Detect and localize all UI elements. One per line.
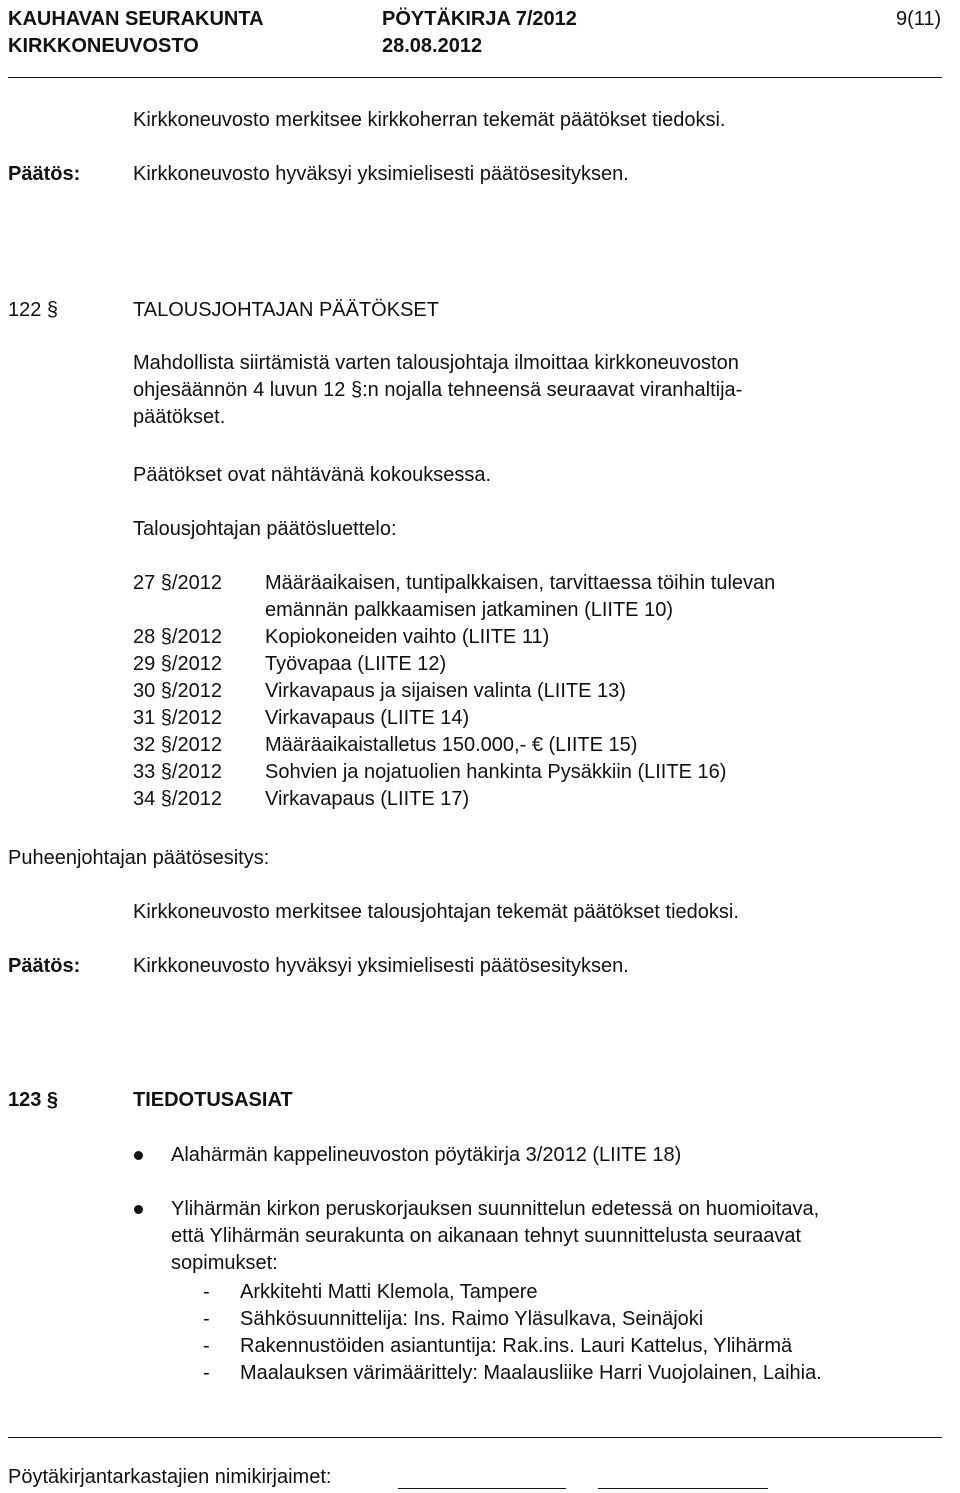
header-body: KIRKKONEUVOSTO xyxy=(8,35,199,57)
section-123-title: TIEDOTUSASIAT xyxy=(133,1089,293,1111)
bullet-icon xyxy=(134,1151,143,1160)
decision-title: Kopiokoneiden vaihto (LIITE 11) xyxy=(265,626,550,648)
proposal-label: Puheenjohtajan päätösesitys: xyxy=(8,847,270,869)
signature-line-2[interactable] xyxy=(598,1488,768,1489)
bullet-item-line: että Ylihärmän seurakunta on aikanaan tehnyt suunnittelusta seuraavat xyxy=(171,1225,802,1247)
bullet-item-line: Ylihärmän kirkon peruskorjauksen suunnittelun edetessä on huomioitava, xyxy=(171,1198,820,1220)
decision-number: 32 §/2012 xyxy=(133,734,222,756)
decision-title: Virkavapaus (LIITE 14) xyxy=(265,707,470,729)
availability-note: Päätökset ovat nähtävänä kokouksessa. xyxy=(133,464,492,486)
decision-text: Kirkkoneuvosto hyväksyi yksimielisesti päätösesityksen. xyxy=(133,955,629,977)
decision-title-line: emännän palkkaamisen jatkaminen (LIITE 10) xyxy=(265,599,673,621)
intro-line: ohjesäännön 4 luvun 12 §:n nojalla tehneensä seuraavat viranhaltija- xyxy=(133,379,743,401)
bullet-icon xyxy=(134,1205,143,1214)
decision-label: Päätös: xyxy=(8,163,81,185)
decision-number: 33 §/2012 xyxy=(133,761,222,783)
intro-line: päätökset. xyxy=(133,406,226,428)
bullet-item-text: Alahärmän kappelineuvoston pöytäkirja 3/2012 (LIITE 18) xyxy=(171,1144,682,1166)
dash-marker: - xyxy=(203,1362,210,1384)
section-122-title: TALOUSJOHTAJAN PÄÄTÖKSET xyxy=(133,299,439,321)
dash-marker: - xyxy=(203,1308,210,1330)
header-date: 28.08.2012 xyxy=(382,35,483,57)
header-page-number: 9(11) xyxy=(896,8,942,30)
contract-text: Sähkösuunnittelija: Ins. Raimo Yläsulkava, Seinäjoki xyxy=(240,1308,704,1330)
section-122-intro xyxy=(133,350,873,431)
decision-title: Työvapaa (LIITE 12) xyxy=(265,653,447,675)
kirkkoherra-note: Kirkkoneuvosto merkitsee kirkkoherran tekemät päätökset tiedoksi. xyxy=(133,109,726,131)
intro-line: Mahdollista siirtämistä varten talousjohtaja ilmoittaa kirkkoneuvoston xyxy=(133,352,739,374)
contract-text: Rakennustöiden asiantuntija: Rak.ins. Lauri Kattelus, Ylihärmä xyxy=(240,1335,793,1357)
proposal-text: Kirkkoneuvosto merkitsee talousjohtajan tekemät päätökset tiedoksi. xyxy=(133,901,739,923)
contract-text: Maalauksen värimäärittely: Maalausliike Harri Vuojolainen, Laihia. xyxy=(240,1362,822,1384)
contract-text: Arkkitehti Matti Klemola, Tampere xyxy=(240,1281,538,1303)
section-122-number: 122 § xyxy=(8,299,59,321)
decision-number: 28 §/2012 xyxy=(133,626,222,648)
section-123-number: 123 § xyxy=(8,1089,59,1111)
decision-title xyxy=(265,570,865,624)
dash-marker: - xyxy=(203,1335,210,1357)
footer-initials-label: Pöytäkirjantarkastajien nimikirjaimet: xyxy=(8,1466,332,1488)
bullet-item xyxy=(171,1196,819,1277)
decision-title: Virkavapaus (LIITE 17) xyxy=(265,788,470,810)
decision-number: 27 §/2012 xyxy=(133,572,222,594)
decision-title-line: Määräaikaisen, tuntipalkkaisen, tarvittaessa töihin tulevan xyxy=(265,572,776,594)
bullet-item-line: sopimukset: xyxy=(171,1252,278,1274)
decision-list-heading: Talousjohtajan päätösluettelo: xyxy=(133,518,397,540)
decision-title: Sohvien ja nojatuolien hankinta Pysäkkiin (LIITE 16) xyxy=(265,761,727,783)
decision-text: Kirkkoneuvosto hyväksyi yksimielisesti päätösesityksen. xyxy=(133,163,629,185)
footer-rule xyxy=(8,1437,942,1438)
header-document-title: PÖYTÄKIRJA 7/2012 xyxy=(382,8,577,30)
signature-line-1[interactable] xyxy=(398,1488,566,1489)
decision-title: Määräaikaistalletus 150.000,- € (LIITE 15) xyxy=(265,734,638,756)
decision-title: Virkavapaus ja sijaisen valinta (LIITE 13) xyxy=(265,680,626,702)
decision-number: 31 §/2012 xyxy=(133,707,222,729)
decision-number: 34 §/2012 xyxy=(133,788,222,810)
header-org: KAUHAVAN SEURAKUNTA xyxy=(8,8,264,30)
dash-marker: - xyxy=(203,1281,210,1303)
decision-label: Päätös: xyxy=(8,955,81,977)
decision-number: 30 §/2012 xyxy=(133,680,222,702)
decision-number: 29 §/2012 xyxy=(133,653,222,675)
header-rule xyxy=(8,77,942,78)
